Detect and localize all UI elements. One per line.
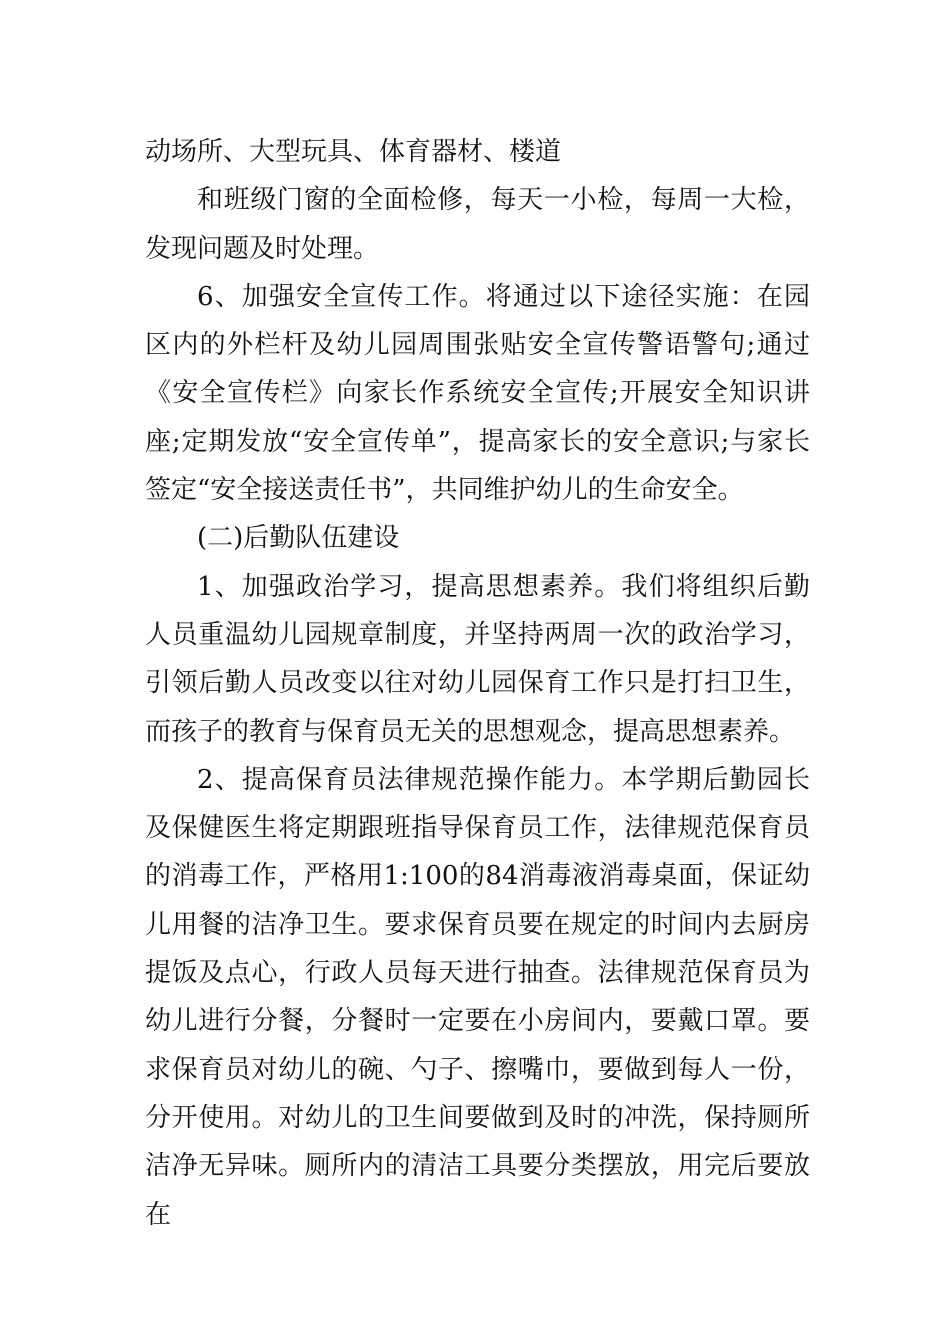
paragraph-safety-publicity: 6、加强安全宣传工作。将通过以下途径实施：在园区内的外栏杆及幼儿园周围张贴安全宣传警语警句;通过《安全宣传栏》向家长作系统安全宣传;开展安全知识讲座;定期发放“安全宣传单”，提高家长的安全意识;与家长签定“安全接送责任书”，共同维护幼儿的生命安全。 [145, 281, 810, 506]
paragraph-continuation: 动场所、大型玩具、体育器材、楼道 [145, 137, 562, 167]
section-heading-logistics-team: (二)后勤队伍建设 [197, 523, 400, 554]
paragraph-political-study: 1、加强政治学习，提高思想素养。我们将组织后勤人员重温幼儿园规章制度，并坚持两周一次的政治学习，引领后勤人员改变以往对幼儿园保育工作只是打扫卫生，而孩子的教育与保育员无关的思想观念，提高思想素养。 [145, 571, 810, 747]
document-body [145, 128, 810, 1239]
paragraph-caregiver-operation: 2、提高保育员法律规范操作能力。本学期后勤园长及保健医生将定期跟班指导保育员工作，法律规范保育员的消毒工作，严格用1:100的84消毒液消毒桌面，保证幼儿用餐的洁净卫生。要求保育员要在规定的时间内去厨房提饭及点心，行政人员每天进行抽查。法律规范保育员为幼儿进行分餐，分餐时一定要在小房间内，要戴口罩。要求保育员对幼儿的碗、勺子、擦嘴巾，要做到每人一份，分开使用。对幼儿的卫生间要做到及时的冲洗，保持厕所洁净无异味。厕所内的清洁工具要分类摆放，用完后要放在 [145, 764, 810, 1230]
paragraph-inspection: 和班级门窗的全面检修，每天一小检，每周一大检，发现问题及时处理。 [145, 185, 810, 264]
